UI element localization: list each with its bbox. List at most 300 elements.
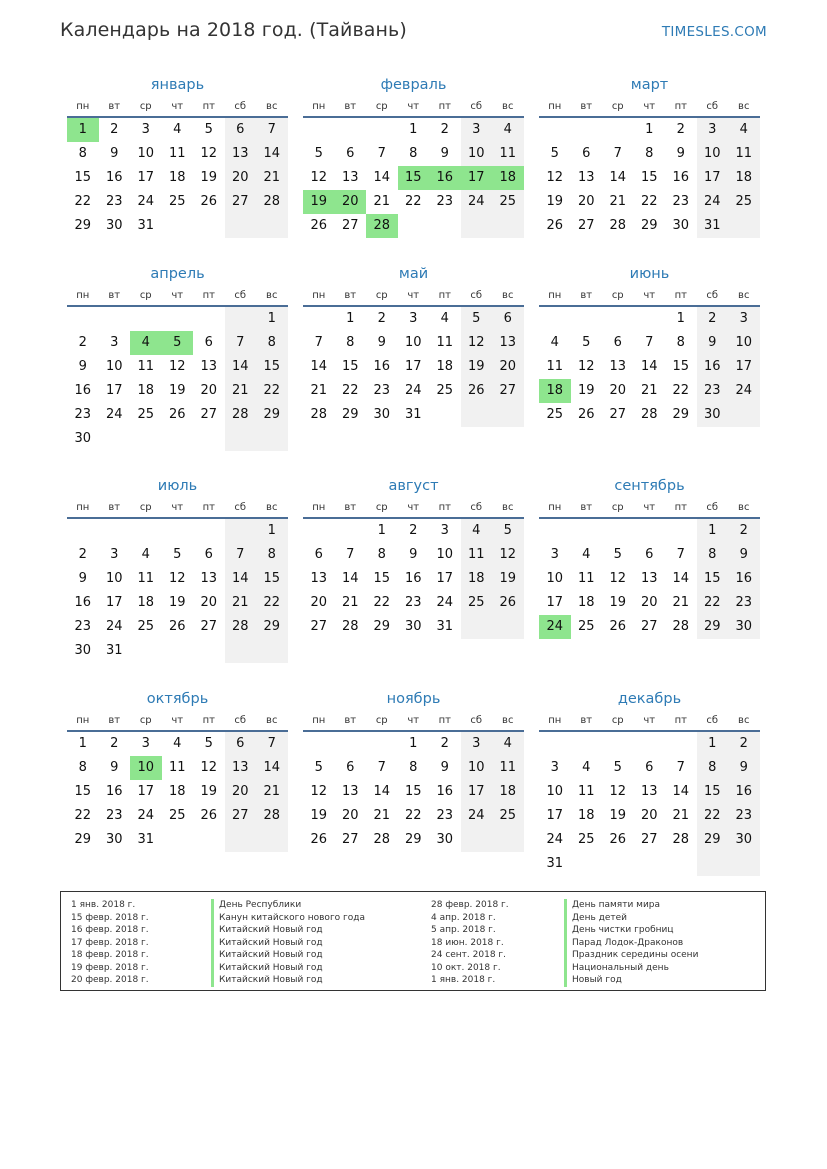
day-cell: 25 [546,407,564,422]
day-cell: 23 [74,407,92,422]
empty-day-cell [429,403,461,427]
day-cell: 1 [409,736,418,751]
day-cell: 5 [173,547,182,562]
day-cell: 28 [373,832,391,847]
empty-day-cell [193,427,225,451]
day-cell: 17 [728,355,760,379]
weekday-label: пт [438,502,451,513]
day-cell: 18 [137,595,155,610]
day-cell: 20 [225,166,257,190]
day-cell: 10 [404,335,422,350]
empty-day-cell [130,307,162,331]
empty-day-cell [225,519,257,543]
week-row [303,331,524,355]
day-cell: 19 [492,567,524,591]
week-row [539,166,760,190]
day-cell: 9 [110,146,119,161]
day-cell: 7 [256,732,288,756]
month-name: октябрь [146,691,209,707]
empty-day-cell [256,427,288,451]
day-cell: 6 [314,547,323,562]
holiday-day-cell: 10 [130,756,162,780]
day-cell: 29 [672,407,690,422]
day-cell: 2 [728,519,760,543]
day-cell: 7 [346,547,355,562]
day-cell: 19 [609,595,627,610]
day-cell: 4 [550,335,559,350]
day-cell: 18 [461,567,493,591]
day-cell: 18 [168,784,186,799]
day-cell: 21 [256,780,288,804]
day-cell: 9 [377,335,386,350]
empty-day-cell [539,732,571,756]
day-cell: 23 [404,595,422,610]
day-cell: 13 [225,142,257,166]
weekday-header [67,285,288,307]
month-12 [539,686,760,876]
weekday-label: ср [611,290,624,301]
day-cell: 12 [546,170,564,185]
week-row [303,615,524,639]
day-cell: 2 [728,732,760,756]
day-cell: 23 [105,808,123,823]
day-cell: 8 [78,146,87,161]
weekday-label: чт [407,715,420,726]
weekday-label: вт [108,502,121,513]
day-cell: 8 [256,331,288,355]
day-cell: 11 [492,756,524,780]
weekday-header [539,96,760,118]
legend-names-right [564,899,698,987]
empty-day-cell [665,852,697,876]
weekday-label: пн [548,290,562,301]
day-cell: 24 [105,619,123,634]
day-cell: 26 [492,591,524,615]
weekday-label: ср [139,290,152,301]
day-cell: 15 [256,567,288,591]
empty-day-cell [225,307,257,331]
empty-day-cell [303,307,335,331]
day-cell: 21 [640,383,658,398]
week-row [67,519,288,543]
empty-day-cell [366,118,398,142]
day-cell: 25 [137,619,155,634]
day-cell: 14 [373,170,391,185]
week-row [67,780,288,804]
weekday-label: ср [375,101,388,112]
day-cell: 27 [310,619,328,634]
day-cell: 27 [200,407,218,422]
day-cell: 4 [582,760,591,775]
week-row [67,166,288,190]
day-cell: 17 [461,780,493,804]
week-row [539,567,760,591]
day-cell: 31 [137,218,155,233]
day-cell: 16 [373,359,391,374]
day-cell: 17 [436,571,454,586]
empty-day-cell [461,828,493,852]
weekday-label: вс [502,502,514,513]
day-cell: 9 [409,547,418,562]
day-cell: 3 [728,307,760,331]
weekday-label: пт [438,290,451,301]
legend-holiday-name: Праздник середины осени [564,949,698,962]
legend-dates-right [431,899,509,987]
day-cell: 21 [225,591,257,615]
empty-day-cell [492,615,524,639]
empty-day-cell [602,519,634,543]
legend-holiday-name: День Республики [211,899,365,912]
weekday-header [539,285,760,307]
day-cell: 30 [105,218,123,233]
day-cell: 2 [409,523,418,538]
weekday-header [67,497,288,519]
day-cell: 17 [404,359,422,374]
weekday-label: сб [706,715,719,726]
day-cell: 19 [461,355,493,379]
weekday-label: вт [580,101,593,112]
weekday-label: пн [312,502,326,513]
weekday-label: сб [470,290,483,301]
weekday-label: сб [470,502,483,513]
month-4 [67,261,288,451]
day-cell: 21 [609,194,627,209]
week-row [67,543,288,567]
weekday-label: пн [76,101,90,112]
month-name: август [388,478,439,494]
day-cell: 4 [141,547,150,562]
empty-day-cell [193,519,225,543]
week-row [539,756,760,780]
day-cell: 20 [341,808,359,823]
weekday-label: чт [643,290,656,301]
legend-date: 24 сент. 2018 г. [431,950,507,960]
empty-day-cell [571,732,603,756]
day-cell: 12 [609,571,627,586]
day-cell: 2 [110,736,119,751]
day-cell: 2 [440,122,449,137]
day-cell: 7 [225,543,257,567]
day-cell: 16 [74,383,92,398]
day-cell: 22 [640,194,658,209]
day-cell: 17 [137,170,155,185]
legend-date: 17 февр. 2018 г. [71,937,149,948]
holiday-day-cell: 28 [366,214,398,238]
day-cell: 12 [492,543,524,567]
legend-date: 4 апр. 2018 г. [431,912,496,923]
day-cell: 30 [728,828,760,852]
weekday-label: чт [643,101,656,112]
day-cell: 19 [200,784,218,799]
day-cell: 18 [436,359,454,374]
day-cell: 14 [256,756,288,780]
legend-holiday-name: Китайский Новый год [211,974,365,987]
day-cell: 21 [341,595,359,610]
day-cell: 31 [105,643,123,658]
holiday-day-cell: 18 [539,379,571,403]
legend-holiday-name: День памяти мира [564,899,698,912]
day-cell: 28 [341,619,359,634]
day-cell: 3 [110,335,119,350]
week-row [539,852,760,876]
day-cell: 26 [609,619,627,634]
day-cell: 18 [492,780,524,804]
day-cell: 26 [168,619,186,634]
week-row [67,355,288,379]
week-row [67,427,288,451]
weekday-label: пт [674,502,687,513]
day-cell: 23 [672,194,690,209]
day-cell: 14 [341,571,359,586]
empty-day-cell [130,639,162,663]
day-cell: 9 [440,146,449,161]
month-6 [539,261,760,427]
day-cell: 19 [200,170,218,185]
week-row [303,403,524,427]
day-cell: 17 [546,595,564,610]
day-cell: 21 [373,808,391,823]
day-cell: 3 [461,118,493,142]
weekday-header [303,710,524,732]
empty-day-cell [492,214,524,238]
day-cell: 5 [314,760,323,775]
day-cell: 28 [256,804,288,828]
weekday-label: вс [738,715,750,726]
day-cell: 3 [550,760,559,775]
day-cell: 15 [404,784,422,799]
weekday-label: вс [738,502,750,513]
day-cell: 20 [200,595,218,610]
day-cell: 18 [137,383,155,398]
day-cell: 8 [409,146,418,161]
day-cell: 12 [168,359,186,374]
empty-day-cell [303,732,335,756]
day-cell: 20 [577,194,595,209]
weekday-label: пн [548,715,562,726]
day-cell: 30 [672,218,690,233]
day-cell: 29 [256,403,288,427]
day-cell: 19 [609,808,627,823]
day-cell: 15 [74,170,92,185]
weekday-label: пн [548,502,562,513]
day-cell: 6 [645,760,654,775]
day-cell: 4 [173,122,182,137]
month-8 [303,473,524,639]
day-cell: 31 [404,407,422,422]
day-cell: 5 [204,736,213,751]
empty-day-cell [492,828,524,852]
day-cell: 16 [105,170,123,185]
empty-day-cell [256,828,288,852]
day-cell: 9 [697,331,729,355]
day-cell: 10 [728,331,760,355]
day-cell: 9 [728,756,760,780]
day-cell: 28 [672,832,690,847]
empty-day-cell [571,852,603,876]
weekday-label: ср [139,101,152,112]
weekday-label: ср [375,715,388,726]
day-cell: 31 [546,856,564,871]
empty-day-cell [398,214,430,238]
week-row [539,732,760,756]
week-row [539,190,760,214]
weekday-label: пт [202,502,215,513]
day-cell: 15 [697,567,729,591]
empty-day-cell [99,427,131,451]
month-11 [303,686,524,852]
weekday-label: пт [674,290,687,301]
day-cell: 8 [409,760,418,775]
week-row [67,190,288,214]
day-cell: 31 [697,214,729,238]
day-cell: 3 [110,547,119,562]
empty-day-cell [162,639,194,663]
day-cell: 26 [310,218,328,233]
day-cell: 23 [373,383,391,398]
day-cell: 11 [137,571,155,586]
day-cell: 25 [436,383,454,398]
weekday-label: ср [375,502,388,513]
weekday-label: вт [344,502,357,513]
week-row [303,142,524,166]
day-cell: 24 [546,832,564,847]
legend-holiday-name: Национальный день [564,962,698,975]
week-row [303,591,524,615]
empty-day-cell [634,519,666,543]
weekday-label: чт [407,290,420,301]
weekday-header [303,497,524,519]
day-cell: 22 [373,595,391,610]
day-cell: 30 [105,832,123,847]
day-cell: 7 [314,335,323,350]
day-cell: 26 [168,407,186,422]
day-cell: 27 [577,218,595,233]
week-row [539,780,760,804]
weekday-label: пт [202,715,215,726]
day-cell: 5 [550,146,559,161]
day-cell: 17 [697,166,729,190]
month-1 [67,72,288,238]
weekday-label: вт [108,715,121,726]
legend-names-left [211,899,365,987]
day-cell: 24 [697,190,729,214]
day-cell: 29 [74,218,92,233]
month-name: февраль [380,77,447,93]
day-cell: 11 [546,359,564,374]
day-cell: 25 [168,194,186,209]
weekday-label: сб [470,101,483,112]
day-cell: 12 [461,331,493,355]
empty-day-cell [665,519,697,543]
day-cell: 5 [582,335,591,350]
weekday-label: сб [234,502,247,513]
weekday-label: чт [171,290,184,301]
weekday-label: вт [344,290,357,301]
day-cell: 24 [728,379,760,403]
empty-day-cell [335,118,367,142]
weekday-header [539,710,760,732]
week-row [539,118,760,142]
week-row [539,355,760,379]
week-row [303,756,524,780]
legend-holiday-name: Канун китайского нового года [211,912,365,925]
day-cell: 10 [105,359,123,374]
day-cell: 10 [546,571,564,586]
day-cell: 11 [577,571,595,586]
month-name: сентябрь [614,478,685,494]
day-cell: 3 [440,523,449,538]
empty-day-cell [634,852,666,876]
day-cell: 21 [672,595,690,610]
weekday-label: чт [643,502,656,513]
day-cell: 3 [141,736,150,751]
weekday-label: вт [344,715,357,726]
empty-day-cell [99,519,131,543]
empty-day-cell [67,307,99,331]
weekday-label: ср [375,290,388,301]
day-cell: 10 [137,146,155,161]
week-row [303,804,524,828]
day-cell: 26 [200,194,218,209]
day-cell: 16 [436,784,454,799]
day-cell: 14 [225,355,257,379]
day-cell: 4 [582,547,591,562]
empty-day-cell [256,639,288,663]
day-cell: 13 [225,756,257,780]
weekday-label: вс [266,290,278,301]
day-cell: 14 [373,784,391,799]
week-row [67,804,288,828]
day-cell: 24 [404,383,422,398]
day-cell: 5 [461,307,493,331]
day-cell: 6 [613,335,622,350]
weekday-label: вт [108,101,121,112]
weekday-label: пн [76,715,90,726]
month-name: июнь [629,266,670,282]
day-cell: 12 [310,170,328,185]
day-cell: 10 [697,142,729,166]
empty-day-cell [225,427,257,451]
legend-holiday-name: Парад Лодок-Драконов [564,937,698,950]
day-cell: 6 [225,732,257,756]
holiday-day-cell: 16 [429,166,461,190]
day-cell: 18 [577,595,595,610]
day-cell: 18 [577,808,595,823]
day-cell: 12 [310,784,328,799]
site-link[interactable]: TIMESLES.COM [661,24,767,40]
day-cell: 29 [373,619,391,634]
day-cell: 10 [546,784,564,799]
day-cell: 30 [74,431,92,446]
day-cell: 22 [404,808,422,823]
month-name: июль [157,478,198,494]
day-cell: 27 [225,190,257,214]
month-name: январь [150,77,205,93]
day-cell: 22 [74,808,92,823]
day-cell: 15 [640,170,658,185]
legend-holiday-name: Новый год [564,974,698,987]
day-cell: 21 [256,166,288,190]
day-cell: 2 [440,736,449,751]
weekday-header [67,710,288,732]
empty-day-cell [728,852,760,876]
day-cell: 25 [577,619,595,634]
empty-day-cell [728,403,760,427]
weekday-label: сб [470,715,483,726]
weekday-label: вт [344,101,357,112]
month-name: ноябрь [386,691,441,707]
day-cell: 3 [550,547,559,562]
